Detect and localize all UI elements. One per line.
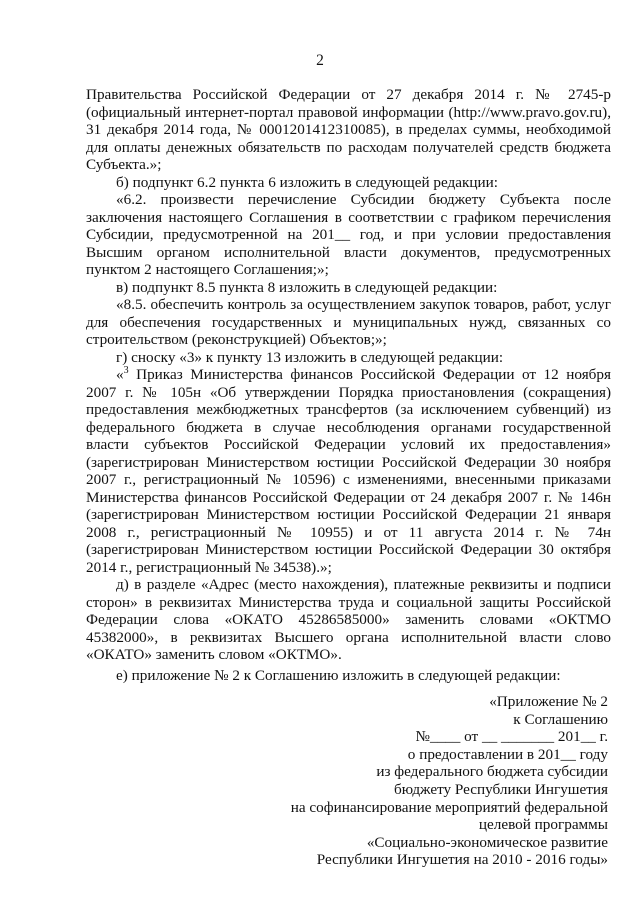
- document-body: [86, 86, 611, 684]
- footnote-marker: 3: [123, 364, 129, 376]
- appendix-line: «Социально-экономическое развитие: [366, 833, 608, 851]
- appendix-line: №____ от __ _______ 201__ г.: [415, 728, 608, 746]
- footnote-text: Приказ Министерства финансов Российской Федерации от 12 ноября 2007 г. № 105н «Об утверждении Порядка приостановления (сокращения) предоставления межбюджетных трансфертов (за исключением субвенций) из федерального бюджета в случае несоблюдения органами государственной власти субъектов Российской Федерации условий их предоставления» (зарегистрирован Министерством юстиции Российской Федерации 30 ноября 2007 г., регистрационный № 10596) с изменениями, внесенными приказами Министерства финансов Российской Федерации от 24 декабря 2007 г. № 146н (зарегистрирован Министерством юстиции Российской Федерации 21 января 2008 г., регистрационный № 10955) и от 11 августа 2014 г. № 74н (зарегистрирован Министерством юстиции Российской Федерации 30 октября 2014 г., регистрационный № 34538).»;: [86, 366, 611, 576]
- appendix-header: [248, 693, 608, 869]
- paragraph-footnote-3: [86, 366, 611, 576]
- appendix-line: бюджету Республики Ингушетия: [394, 780, 608, 798]
- appendix-line: целевой программы: [478, 816, 608, 834]
- paragraph-subitem-g: г) сноску «3» к пункту 13 изложить в следующей редакции:: [116, 348, 504, 366]
- paragraph-clause-8-5: «8.5. обеспечить контроль за осуществлением закупок товаров, работ, услуг для обеспечения государственных и муниципальных нужд, связанных со строительством (реконструкцией) Объектов;»;: [86, 296, 611, 348]
- appendix-line: из федерального бюджета субсидии: [376, 763, 608, 781]
- paragraph-subitem-v: в) подпункт 8.5 пункта 8 изложить в следующей редакции:: [116, 278, 498, 296]
- appendix-line: к Соглашению: [513, 710, 608, 728]
- appendix-line: на софинансирование мероприятий федеральной: [290, 798, 608, 816]
- appendix-line: Республики Ингушетия на 2010 - 2016 годы»: [316, 851, 608, 869]
- footnote-open-quote: «: [116, 366, 124, 383]
- paragraph-subitem-d: д) в разделе «Адрес (место нахождения), платежные реквизиты и подписи сторон» в реквизитах Министерства труда и социальной защиты Российской Федерации слова «ОКАТО 45286585000» заменить словами «ОКТМО 45382000», в реквизитах Высшего органа исполнительной власти слово «ОКАТО» заменить словом «ОКТМО».: [86, 576, 611, 663]
- page-number: 2: [316, 52, 324, 69]
- paragraph-clause-6-2: «6.2. произвести перечисление Субсидии бюджету Субъекта после заключения настоящего Соглашения в соответствии с графиком перечисления Субсидии, предусмотренной на 201__ год, и при условии предоставления Высшим органом исполнительной власти документов, предусмотренных пунктом 2 настоящего Соглашения;»;: [86, 191, 611, 278]
- appendix-line: о предоставлении в 201__ году: [407, 745, 608, 763]
- appendix-line: «Приложение № 2: [489, 693, 608, 710]
- paragraph-subitem-e: е) приложение № 2 к Соглашению изложить в следующей редакции:: [116, 666, 561, 684]
- paragraph-subitem-b: б) подпункт 6.2 пункта 6 изложить в следующей редакции:: [116, 173, 498, 191]
- paragraph-continuation: Правительства Российской Федерации от 27 декабря 2014 г. № 2745-р (официальный интернет-портал правовой информации (http://www.pravo.gov.ru), 31 декабря 2014 года, № 0001201412310085), в пределах суммы, необходимой для оплаты денежных обязательств по расходам получателей средств бюджета Субъекта.»;: [86, 86, 611, 173]
